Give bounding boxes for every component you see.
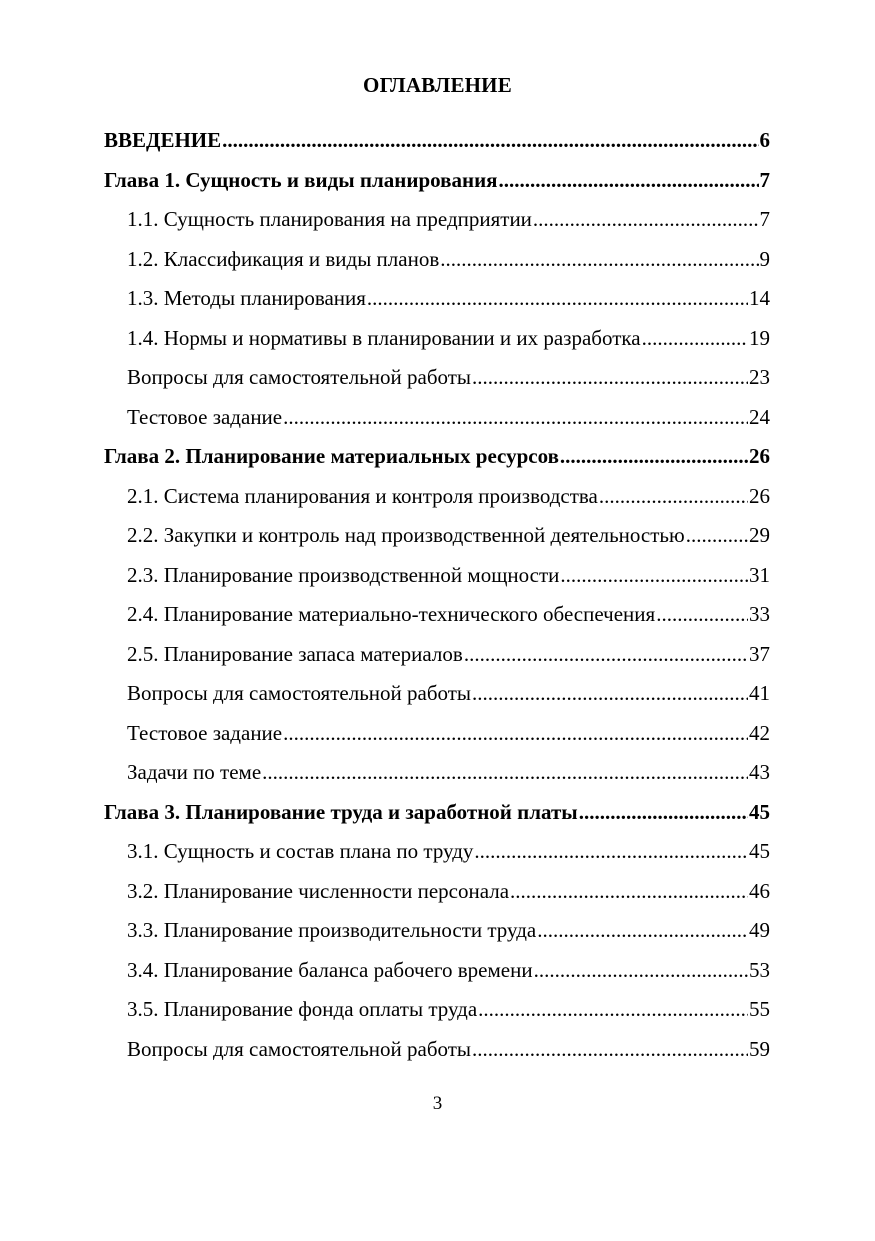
toc-entry-page: 26 (749, 444, 770, 468)
toc-chapter-entry[interactable] (104, 122, 770, 162)
toc-entry-label: 2.1. Система планирования и контроля производства (127, 483, 598, 508)
toc-entry-label: 1.4. Нормы и нормативы в планировании и их разработка (127, 325, 641, 350)
toc-dot-leader (642, 320, 748, 356)
toc-dot-leader (472, 1031, 748, 1067)
toc-entry-page: 46 (749, 878, 770, 903)
toc-section-entry[interactable] (104, 517, 770, 557)
toc-entry-page: 9 (759, 246, 770, 271)
toc-dot-leader (656, 596, 748, 632)
toc-section-entry[interactable] (104, 359, 770, 399)
toc-entry-page: 59 (749, 1036, 770, 1061)
toc-section-entry[interactable] (104, 873, 770, 913)
toc-entry-page: 14 (749, 286, 770, 310)
toc-dot-leader (499, 162, 759, 198)
toc-dot-leader (534, 952, 748, 988)
toc-section-entry[interactable] (104, 833, 770, 873)
toc-dot-leader (510, 873, 748, 909)
toc-entry-label: 3.1. Сущность и состав плана по труду (127, 839, 474, 863)
toc-section-entry[interactable] (104, 399, 770, 439)
toc-dot-leader (367, 280, 748, 316)
toc-entry-page: 7 (759, 167, 770, 192)
toc-dot-leader (599, 478, 748, 514)
toc-dot-leader (686, 517, 748, 553)
toc-section-entry[interactable] (104, 715, 770, 755)
toc-section-entry[interactable] (104, 675, 770, 715)
toc-entry-label: 3.3. Планирование производительности труда (127, 918, 537, 942)
toc-section-entry[interactable] (104, 557, 770, 597)
toc-entry-label: Тестовое задание (127, 720, 283, 745)
toc-section-entry[interactable] (104, 596, 770, 636)
toc-entry-page: 53 (749, 957, 770, 982)
toc-entry-page: 49 (749, 918, 770, 942)
toc-entry-page: 42 (749, 720, 770, 745)
toc-entry-page: 26 (749, 483, 770, 508)
toc-dot-leader (472, 359, 748, 395)
toc-dot-leader (579, 794, 748, 830)
toc-dot-leader (222, 122, 758, 158)
toc-chapter-entry[interactable] (104, 438, 770, 478)
toc-entry-label: 2.4. Планирование материально-технического обеспечения (127, 602, 656, 626)
toc-dot-leader (537, 912, 748, 948)
toc-dot-leader (533, 201, 759, 237)
toc-entry-page: 6 (759, 128, 770, 152)
toc-entry-page: 45 (749, 839, 770, 863)
toc-entry-page: 23 (749, 365, 770, 389)
toc-entry-label: 2.5. Планирование запаса материалов (127, 641, 463, 666)
toc-dot-leader (478, 991, 748, 1027)
toc-entry-label: ВВЕДЕНИЕ (104, 128, 222, 152)
toc-dot-leader (440, 241, 758, 277)
toc-dot-leader (262, 754, 748, 790)
toc-entry-page: 24 (749, 404, 770, 429)
page-number: 3 (432, 1093, 443, 1114)
toc-entry-label: 2.2. Закупки и контроль над производственной деятельностью (127, 523, 685, 547)
toc-entry-label: 2.3. Планирование производственной мощности (127, 562, 560, 587)
toc-entry-label: 3.2. Планирование численности персонала (127, 878, 510, 903)
toc-entry-page: 31 (749, 562, 770, 587)
toc-dot-leader (474, 833, 748, 869)
toc-dot-leader (560, 557, 748, 593)
toc-entry-page: 55 (749, 997, 770, 1021)
toc-section-entry[interactable] (104, 1031, 770, 1071)
toc-entry-page: 41 (749, 681, 770, 705)
toc-entry-label: Глава 1. Сущность и виды планирования (104, 167, 498, 192)
toc-entry-label: Глава 3. Планирование труда и заработной платы (104, 799, 578, 824)
toc-section-entry[interactable] (104, 952, 770, 992)
toc-chapter-entry[interactable] (104, 794, 770, 834)
toc-entry-page: 19 (749, 325, 770, 350)
toc-section-entry[interactable] (104, 241, 770, 281)
toc-section-entry[interactable] (104, 912, 770, 952)
toc-entry-label: Тестовое задание (127, 404, 283, 429)
toc-entry-label: Задачи по теме (127, 760, 262, 784)
toc-section-entry[interactable] (104, 201, 770, 241)
toc-entry-label: 1.3. Методы планирования (127, 286, 366, 310)
toc-dot-leader (283, 399, 748, 435)
toc-entry-page: 37 (749, 641, 770, 666)
toc-entry-label: Вопросы для самостоятельной работы (127, 681, 472, 705)
toc-dot-leader (472, 675, 748, 711)
toc-entry-label: 1.2. Классификация и виды планов (127, 246, 440, 271)
toc-section-entry[interactable] (104, 754, 770, 794)
toc-entry-page: 45 (749, 799, 770, 824)
toc-entry-label: 1.1. Сущность планирования на предприятии (127, 207, 532, 231)
toc-entry-label: Глава 2. Планирование материальных ресурсов (104, 444, 559, 468)
table-of-contents (104, 122, 770, 1070)
toc-entry-label: 3.5. Планирование фонда оплаты труда (127, 997, 478, 1021)
toc-section-entry[interactable] (104, 478, 770, 518)
toc-section-entry[interactable] (104, 991, 770, 1031)
toc-entry-page: 7 (759, 207, 770, 231)
toc-entry-label: Вопросы для самостоятельной работы (127, 365, 472, 389)
toc-entry-page: 29 (749, 523, 770, 547)
toc-entry-page: 33 (749, 602, 770, 626)
toc-dot-leader (560, 438, 748, 474)
toc-chapter-entry[interactable] (104, 162, 770, 202)
toc-section-entry[interactable] (104, 636, 770, 676)
toc-dot-leader (283, 715, 748, 751)
toc-section-entry[interactable] (104, 280, 770, 320)
toc-section-entry[interactable] (104, 320, 770, 360)
toc-entry-label: Вопросы для самостоятельной работы (127, 1036, 472, 1061)
toc-entry-label: 3.4. Планирование баланса рабочего времени (127, 957, 533, 982)
page-title: ОГЛАВЛЕНИЕ (363, 73, 512, 97)
toc-entry-page: 43 (749, 760, 770, 784)
toc-dot-leader (464, 636, 748, 672)
